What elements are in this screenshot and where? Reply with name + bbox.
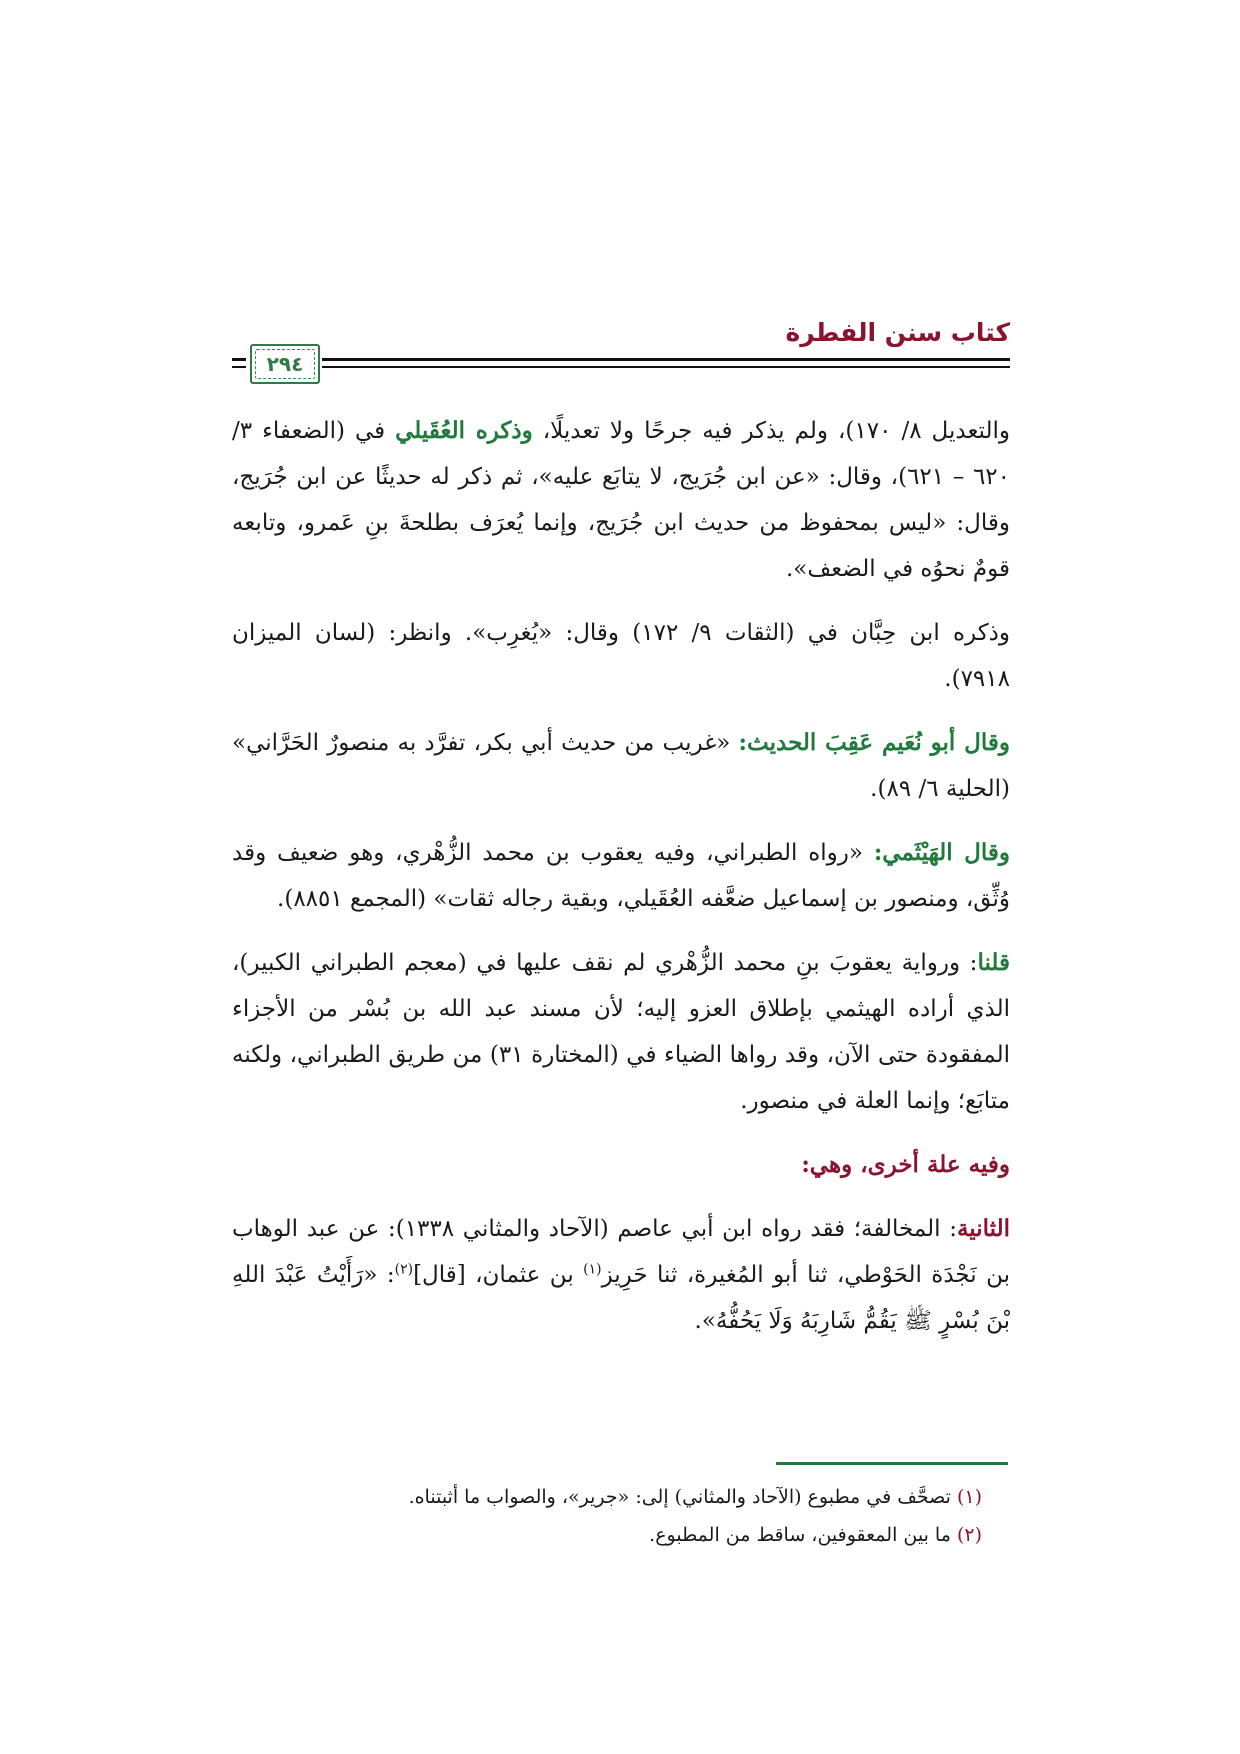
text: : ورواية يعقوبَ بنِ محمد الزُّهْري لم نقف عليها في (معجم الطبراني الكبير)، الذي أراده الهيثمي بإطلاق العزو إليه؛ لأن مسند عبد الله بن بُسْر من الأجزاء المفقودة حتى الآن، وقد رواها الضياء في (المختارة ٣١) من طريق الطبراني، ولكنه متابَع؛ وإنما العلة في منصور. (232, 950, 1010, 1114)
paragraph: وذكره ابن حِبَّان في (الثقات ٩/ ١٧٢) وقال: «يُغرِب». وانظر: (لسان الميزان ٧٩١٨). (232, 620, 1011, 692)
footnote-text: ما بين المعقوفين، ساقط من المطبوع. (649, 1524, 957, 1546)
header-rule (322, 366, 1010, 368)
text: والتعديل ٨/ ١٧٠)، ولم يذكر فيه جرحًا ولا تعديلًا، (532, 418, 1010, 444)
footnotes (232, 1478, 1010, 1554)
section-heading: وفيه علة أخرى، وهي: (801, 1151, 1010, 1178)
page-number: ٢٩٤ (255, 349, 315, 379)
text: : المخالفة؛ فقد رواه ابن أبي عاصم (الآحاد والمثاني ١٣٣٨): عن عبد الوهاب بن نَجْدَة الحَوْطي، ثنا أبو المُغيرة، ثنا حَرِيز (232, 1216, 1010, 1288)
header-rule (232, 366, 246, 368)
footnote (232, 1478, 982, 1516)
page-header (232, 318, 1010, 388)
text: «رواه الطبراني، وفيه يعقوب بن محمد الزُّهْري، وهو ضعيف وقد وُثِّق، ومنصور بن إسماعيل ضعَّفه العُقَيلي، وبقية رجاله ثقات» (المجمع ٨٨٥١). (232, 840, 1010, 912)
footnote-ref[interactable]: (١) (583, 1261, 602, 1278)
paragraph (232, 1206, 1010, 1344)
header-rule (232, 358, 246, 361)
main-text (232, 408, 1010, 1362)
footnote-text: تصحَّف في مطبوع (الآحاد والمثاني) إلى: «جرير»، والصواب ما أثبتناه. (408, 1486, 957, 1508)
header-rule (322, 358, 1010, 361)
paragraph (232, 940, 1010, 1124)
paragraph (232, 830, 1010, 922)
highlight-label: الثانية (956, 1215, 1010, 1242)
paragraph (232, 408, 1010, 592)
footnote-ref[interactable]: (٢) (394, 1261, 414, 1278)
highlight-name: وقال أبو نُعَيم عَقِبَ الحديث: (738, 729, 1010, 756)
highlight-name: وذكره العُقَيلي (395, 417, 533, 444)
footnote-number: (١) (956, 1486, 982, 1508)
footnote-divider (776, 1462, 1008, 1465)
text: في (الضعفاء ٣/ ٦٢٠ – ٦٢١)، وقال: «عن ابن جُرَيج، لا يتابَع عليه»، ثم ذكر له حديثًا عن ابن جُرَيج، وقال: «ليس بمحفوظ من حديث ابن جُرَيج، وإنما يُعرَف بطلحةَ بنِ عَمرو، وتابعه قومٌ نحوُه في الضعف». (232, 418, 1010, 582)
paragraph (232, 720, 1010, 812)
highlight-name: وقال الهَيْثَمي: (873, 839, 1010, 866)
page-number-frame (250, 344, 320, 384)
text: «غريب من حديث أبي بكر، تفرَّد به منصورٌ الحَرَّاني» (الحلية ٦/ ٨٩). (232, 730, 1010, 802)
highlight-label: قلنا (977, 949, 1010, 976)
text: : «رَأَيْتُ عَبْدَ اللهِ بْنَ بُسْرٍ ﷺ يَقُمُّ شَارِبَهُ وَلَا يَحُفُّهُ». (232, 1262, 1010, 1334)
book-title: كتاب سنن الفطرة (785, 318, 1010, 347)
footnote (232, 1516, 982, 1554)
text: بن عثمان، [قال] (413, 1262, 584, 1288)
footnote-number: (٢) (956, 1524, 982, 1546)
